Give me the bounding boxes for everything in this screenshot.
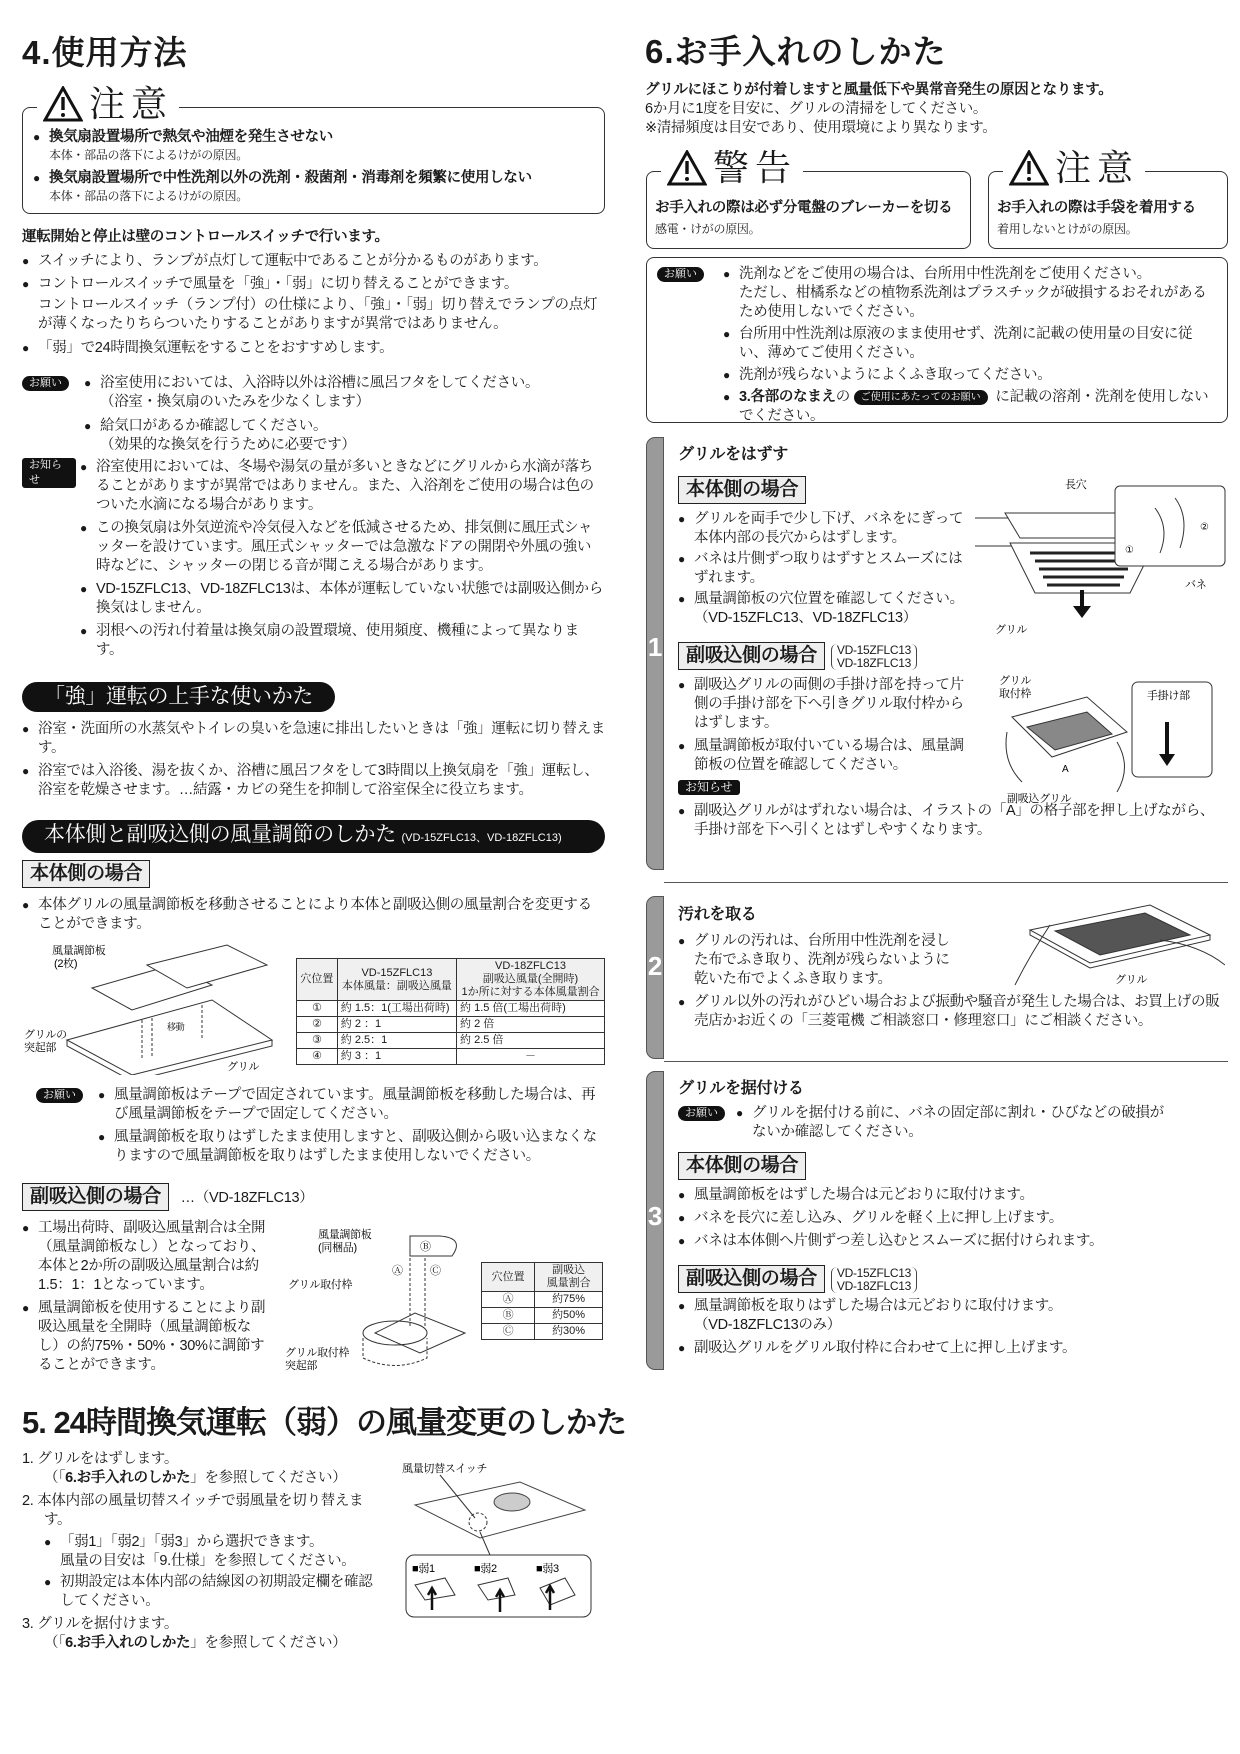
usage-text: [22, 228, 605, 362]
fig-label-grille: グリル: [227, 1061, 260, 1073]
caution-item: ● 換気扇設置場所で中性洗剤以外の洗剤・殺菌剤・消毒剤を頻繁に使用しない: [33, 169, 594, 188]
oshirase-item: ● 浴室使用においては、冬場や湯気の量が多いときなどにグリルから水滴が落ちることがありますが異常ではありません。また、入浴剤をご使用の場合は色のついた水滴になる場合があります。: [80, 458, 605, 515]
lead-bold: グリルにほこりが付着しますと風量低下や異常音発生の原因となります。: [645, 82, 1113, 98]
fig-label-1: ①: [1125, 545, 1134, 556]
fig-label-b: Ⓑ: [420, 1241, 431, 1253]
sub-side-head-row: [678, 642, 1218, 670]
section-4-title: 4.使用方法: [22, 34, 188, 71]
onegai-tag: お願い: [22, 376, 69, 391]
warning-triangle-icon: [667, 150, 707, 186]
step-bullet-sub: 風量の目安は「9.仕様」を参照してください。: [60, 1553, 356, 1569]
step-text: 1. グリルをはずします。: [22, 1451, 179, 1467]
caution-legend: [1003, 148, 1145, 188]
section-6-title: 6.お手入れのしかた: [645, 33, 947, 70]
cell: 約 2 ：1: [337, 1017, 456, 1033]
strong-bullet: ● 浴室では入浴後、湯を抜くか、浴槽に風呂フタをして3時間以上換気扇を「強」運転し、浴室を乾燥させます。…結露・カビの発生を抑制して浴室保全に役立ちます。: [22, 762, 605, 800]
step-text: 3. グリルを据付けます。: [22, 1616, 179, 1632]
fig-label-2: ②: [1200, 522, 1209, 533]
cell: 約 1.5：1(工場出荷時): [337, 1001, 456, 1017]
grille-wipe-diagram: [1010, 895, 1225, 990]
usage-request-tag: ご使用にあたってのお願い: [854, 390, 988, 405]
fig-label-spring: バネ: [1185, 579, 1207, 591]
sub-side-head-label: 副吸込側の場合: [22, 1183, 169, 1211]
table-row: [297, 1033, 605, 1049]
onegai-item: [723, 388, 1217, 426]
fig-label-slot: 長穴: [1065, 479, 1087, 491]
cell: 約30%: [535, 1324, 603, 1340]
fig-label-frame: グリル取付枠: [999, 675, 1032, 700]
cell: 約 2.5 倍: [457, 1033, 605, 1049]
cleaning-onegai-box: [646, 257, 1228, 423]
step-bullet: ● グリルを両手で少し下げ、バネをにぎって本体内部の長穴からはずします。: [678, 510, 968, 548]
step-bullet: ● グリルの汚れは、台所用中性洗剤を浸した布でふき取り、洗剤が残らないように乾いた布でよくふき取ります。: [678, 932, 953, 989]
fig-label-handle: 手掛け部: [1147, 690, 1190, 702]
ref-close: 」を参照してください）: [190, 1470, 347, 1486]
usage-bullet: ● 「弱」で24時間換気運転をすることをおすすめします。: [22, 339, 605, 358]
sub-plate-diagram: [280, 1228, 480, 1378]
th-15: [337, 959, 456, 1001]
main-side-head-label: 本体側の場合: [22, 860, 150, 888]
fig-label-subgrille: 副吸込グリル: [1007, 793, 1072, 805]
warning-legend: [661, 148, 803, 188]
oshirase-tag: お知らせ: [22, 458, 76, 488]
strong-usage-text: [22, 720, 605, 804]
onegai-item-sub: （浴室・換気扇のいたみを少なくします）: [100, 394, 370, 410]
th-18-sub: 副吸込風量(全開時) 1か所に対する本体風量割合: [461, 973, 600, 998]
onegai-item: ● 風量調節板を取りはずしたまま使用しますと、副吸込側から吸い込まなくなりますので風量調節板を取りはずしたまま使用しないでください。: [98, 1128, 605, 1166]
fig-label-grille: グリル: [995, 624, 1028, 636]
fig-label-w3: ■弱3: [536, 1563, 559, 1575]
cell: ④: [297, 1049, 338, 1065]
oshirase-item: ● 副吸込グリルがはずれない場合は、イラストの「A」の格子部を押し上げながら、手掛け部を下へ引くとはずしやすくなります。: [678, 802, 1218, 840]
usage-lead: 運転開始と停止は壁のコントロールスイッチで行います。: [22, 229, 389, 245]
warning-triangle-icon: [43, 86, 83, 122]
step-2-bar: [646, 896, 664, 1059]
step-models: （VD-15ZFLC13、VD-18ZFLC13）: [694, 610, 917, 626]
table-row: [297, 1049, 605, 1065]
fig-label-w2: ■弱2: [474, 1563, 497, 1575]
oshirase-tag: お知らせ: [678, 780, 740, 795]
main-side-head: [22, 860, 150, 888]
caution-box: [22, 83, 605, 214]
main-side-head: 本体側の場合: [678, 476, 806, 504]
cell: 約 2 倍: [457, 1017, 605, 1033]
sub-side-head: 副吸込側の場合: [678, 1265, 825, 1293]
airflow-plate-diagram: [22, 940, 292, 1075]
onegai-item: ● 浴室使用においては、入浴時以外は浴槽に風呂フタをしてください。: [84, 374, 605, 393]
onegai-item: ● 台所用中性洗剤は原液のまま使用せず、洗剤に記載の使用量の目安に従い、薄めてご使用ください。: [723, 325, 1217, 363]
ref-link: 6.お手入れのしかた: [65, 1470, 191, 1486]
step-bullet: ● 初期設定は本体内部の結線図の初期設定欄を確認してください。: [44, 1573, 382, 1611]
model: VD-18ZFLC13: [836, 656, 911, 671]
fig-label-c: Ⓒ: [430, 1265, 441, 1277]
table-row: [297, 1001, 605, 1017]
section-5-title: 5. 24時間換気運転（弱）の風量変更のしかた: [22, 1405, 626, 1440]
th-pos: 穴位置: [482, 1263, 535, 1292]
airflow-adjust-heading: [22, 820, 605, 853]
lead-note: ※清掃頻度は目安であり、使用環境により異なります。: [645, 120, 997, 136]
sub-side-text: [22, 1219, 272, 1379]
step-text: 2. 本体内部の風量切替スイッチで弱風量を切り替えます。: [22, 1493, 364, 1528]
step-3: [678, 1078, 1223, 1362]
cell: ③: [297, 1033, 338, 1049]
cell: －: [457, 1049, 605, 1065]
fig-label-protrusion: グリルの突起部: [24, 1029, 67, 1054]
section-5-steps: [22, 1450, 382, 1653]
main-side-text: ● 本体グリルの風量調節板を移動させることにより本体と副吸込側の風量割合を変更することができます。: [22, 896, 605, 934]
airflow-adjust-models: (VD-15ZFLC13、VD-18ZFLC13): [401, 832, 562, 844]
usage-bullet: ● コントロールスイッチで風量を「強」・「弱」に切り替えることができます。: [22, 275, 605, 294]
ref-open: （「: [44, 1470, 66, 1486]
step-bullet: ● 風量調節板を取りはずした場合は元どおりに取付けます。（VD-18ZFLC13のみ）: [678, 1297, 1088, 1335]
switch-diagram: [400, 1460, 595, 1620]
cell: 約50%: [535, 1308, 603, 1324]
grille-removal-diagram: [975, 478, 1228, 638]
fig-label-a: A: [1062, 764, 1069, 775]
ref-close: 」を参照してください）: [190, 1635, 347, 1651]
table-row: [297, 1017, 605, 1033]
step-1-bar: [646, 437, 664, 870]
model: VD-15ZFLC13: [836, 1266, 911, 1281]
strong-usage-heading: 「強」運転の上手な使いかた: [22, 682, 335, 712]
cell: 約 1.5 倍(工場出荷時): [457, 1001, 605, 1017]
fig-label-switch: 風量切替スイッチ: [402, 1463, 488, 1475]
step-bullet: ● 風量調節板をはずした場合は元どおりに取付けます。: [678, 1186, 1223, 1205]
step-bullet: ● 「弱1」「弱2」「弱3」から選択できます。: [44, 1533, 382, 1552]
onegai-note: [22, 374, 605, 455]
onegai-item: ● グリルを据付ける前に、バネの固定部に割れ・ひびなどの破損がないか確認してください。: [736, 1104, 1176, 1142]
ref-link: 6.お手入れのしかた: [65, 1635, 191, 1651]
oshirase-item: ● この換気扇は外気逆流や冷気侵入などを低減させるため、排気側に風圧式シャッターを設けています。風圧式シャッターでは急激なドアの開閉や外風の強い時などに、シャッターの閉じる音が聞こえる場合があります。: [80, 519, 605, 576]
sub-models: [831, 644, 917, 670]
fig-label-a: Ⓐ: [392, 1265, 403, 1277]
caution-legend: [37, 84, 179, 124]
sub-side-model: …（VD-18ZFLC13）: [180, 1190, 314, 1206]
sub-side-bullet: ● 風量調節板を使用することにより副吸込風量を全開時（風量調節板なし）の約75%・50%・30%に調節することができます。: [22, 1299, 272, 1375]
fig-label-move: 移動: [167, 1022, 185, 1032]
onegai-item: ● 洗剤が残らないようによくふき取ってください。: [723, 366, 1217, 385]
model: VD-15ZFLC13: [836, 643, 911, 658]
th-ratio: 副吸込 風量割合: [535, 1263, 603, 1292]
fig-label-w1: ■弱1: [412, 1563, 435, 1575]
table-row: [482, 1308, 603, 1324]
main-side-head: 本体側の場合: [678, 1152, 806, 1180]
fig-label-plate-count: (2枚): [54, 958, 78, 970]
usage-bullet: ● スイッチにより、ランプが点灯して運転中であることが分かるものがあります。: [22, 252, 605, 271]
table-row: [482, 1292, 603, 1308]
onegai-item-rest: に記載の溶剤・洗剤を使用しないでください。: [739, 389, 1209, 424]
usage-bullet-cont: コントロールスイッチ（ランプ付）の仕様により、「強」・「弱」切り替えでランプの点灯が薄くなったりちらついたりすることがありますが異常ではありません。: [38, 297, 598, 332]
sub-ratio-table: [481, 1262, 603, 1340]
onegai-item: ● 給気口があるか確認してください。: [84, 417, 605, 436]
oshirase-item: ● VD-15ZFLC13、VD-18ZFLC13は、本体が運転していない状態では副吸込側から換気はしません。: [80, 580, 605, 618]
cell: Ⓒ: [482, 1324, 535, 1340]
step-bullet: ● 副吸込グリルの両側の手掛け部を持って片側の手掛け部を下へ引きグリル取付枠からはずします。: [678, 676, 968, 733]
th-18-model: VD-18ZFLC13: [495, 960, 566, 972]
onegai-item: ● 風量調節板はテープで固定されています。風量調節板を移動した場合は、再び風量調節板をテープで固定してください。: [98, 1086, 605, 1124]
table-row: [482, 1324, 603, 1340]
oshirase-item: ● 羽根への汚れ付着量は換気扇の設置環境、使用頻度、機種によって異なります。: [80, 622, 605, 660]
step-3-onegai: [678, 1104, 1223, 1146]
onegai-item-sub: （効果的な換気を行うために必要です）: [100, 437, 356, 453]
fig-label-plate: 風量調節板: [52, 945, 106, 957]
step-number: 1: [647, 632, 663, 662]
adjust-onegai-note: [22, 1086, 605, 1170]
step-3-bar: [646, 1071, 664, 1370]
sub-side-head: 副吸込側の場合: [678, 642, 825, 670]
cell: Ⓐ: [482, 1292, 535, 1308]
sub-side-head: [22, 1183, 313, 1211]
sub-models: [831, 1267, 917, 1293]
step-number: 3: [647, 1201, 663, 1231]
warning-label: 警告: [713, 147, 798, 188]
caution-item: ● 換気扇設置場所で熱気や油煙を発生させない: [33, 128, 594, 147]
sub-grille-removal-diagram: [997, 672, 1217, 807]
fig-label-plate: 風量調節板(同梱品): [318, 1229, 372, 1254]
caution-label: 注意: [1055, 147, 1140, 188]
plate-ratio-table: [296, 958, 605, 1065]
cell: 約 3 ：1: [337, 1049, 456, 1065]
onegai-item-cont: ただし、柑橘系などの植物系洗剤はプラスチックが破損するおそれがあるため使用しないでください。: [739, 285, 1207, 320]
step-ref: [22, 1469, 382, 1488]
particle: の: [835, 389, 850, 405]
warning-head: お手入れの際は必ず分電盤のブレーカーを切る: [655, 200, 953, 216]
caution-reason: 着用しないとけがの原因。: [997, 222, 1138, 236]
fig-label-frame: グリル取付枠: [288, 1279, 353, 1291]
caution-head: お手入れの際は手袋を着用する: [997, 200, 1196, 216]
step-bullet: ● グリル以外の汚れがひどい場合および振動や騒音が発生した場合は、お買上げの販売店かお近くの「三菱電機 ご相談窓口・修理窓口」にご相談ください。: [678, 993, 1223, 1031]
lead-text: 6か月に1度を目安に、グリルの清掃をしてください。: [645, 101, 988, 117]
onegai-tag: お願い: [657, 267, 704, 282]
warning-reason: 感電・けがの原因。: [655, 222, 761, 236]
ref-open: （「: [44, 1635, 66, 1651]
airflow-adjust-title: 本体側と副吸込側の風量調節のしかた: [44, 823, 396, 846]
onegai-tag: お願い: [678, 1106, 725, 1121]
step-title: 汚れを取る: [678, 906, 757, 923]
cell: ②: [297, 1017, 338, 1033]
step-bullet: ● 副吸込グリルをグリル取付枠に合わせて上に押し上げます。: [678, 1339, 1088, 1358]
step-bullet: ● バネは本体側へ片側ずつ差し込むとスムーズに据付けられます。: [678, 1232, 1223, 1251]
caution-label: 注意: [89, 83, 174, 124]
cell: Ⓑ: [482, 1308, 535, 1324]
warning-box: [646, 147, 971, 249]
caution-box-2: [988, 147, 1228, 249]
sub-side-head-row: [678, 1265, 1223, 1293]
model: VD-18ZFLC13: [836, 1279, 911, 1294]
th-15-sub: 本体風量：副吸込風量: [341, 979, 452, 992]
step-number: 2: [647, 951, 663, 981]
cell: 約75%: [535, 1292, 603, 1308]
strong-bullet: ● 浴室・洗面所の水蒸気やトイレの臭いを急速に排出したいときは「強」運転に切り替えます。: [22, 720, 605, 758]
section-6-lead: [645, 81, 1228, 138]
th-15-model: VD-15ZFLC13: [361, 966, 433, 979]
sub-side-bullet: ● 工場出荷時、副吸込風量割合は全開（風量調節板なし）となっており、本体と2か所の副吸込風量割合は約1.5：1：1となっています。: [22, 1219, 272, 1295]
step-ref: [22, 1634, 382, 1653]
ref-parts-name: 3.各部のなまえ: [739, 389, 836, 405]
cell: ①: [297, 1001, 338, 1017]
step-title: グリルをはずす: [678, 446, 788, 463]
warning-triangle-icon: [1009, 150, 1049, 186]
onegai-tag: お願い: [36, 1088, 83, 1103]
th-pos: 穴位置: [297, 959, 338, 1001]
step-title: グリルを据付ける: [678, 1080, 804, 1097]
fig-label-frame-protrusion: グリル取付枠突起部: [285, 1347, 350, 1372]
cell: 約 2.5：1: [337, 1033, 456, 1049]
th-18: [457, 959, 605, 1001]
fig-label-grille: グリル: [1115, 974, 1148, 986]
step-bullet: ● 風量調節板が取付いている場合は、風量調節板の位置を確認してください。: [678, 737, 968, 775]
step-bullet: ● バネは片側ずつ取りはずすとスムーズにはずれます。: [678, 550, 968, 588]
caution-item-reason: 本体・部品の落下によるけがの原因。: [49, 189, 248, 203]
step-bullet: ● バネを長穴に差し込み、グリルを軽く上に押し上げます。: [678, 1209, 1223, 1228]
oshirase-note: [22, 458, 605, 664]
caution-item-reason: 本体・部品の落下によるけがの原因。: [49, 148, 248, 162]
step-bullet: ● 風量調節板の穴位置を確認してください。: [678, 590, 968, 609]
onegai-item: ● 洗剤などをご使用の場合は、台所用中性洗剤をご使用ください。: [723, 265, 1217, 284]
